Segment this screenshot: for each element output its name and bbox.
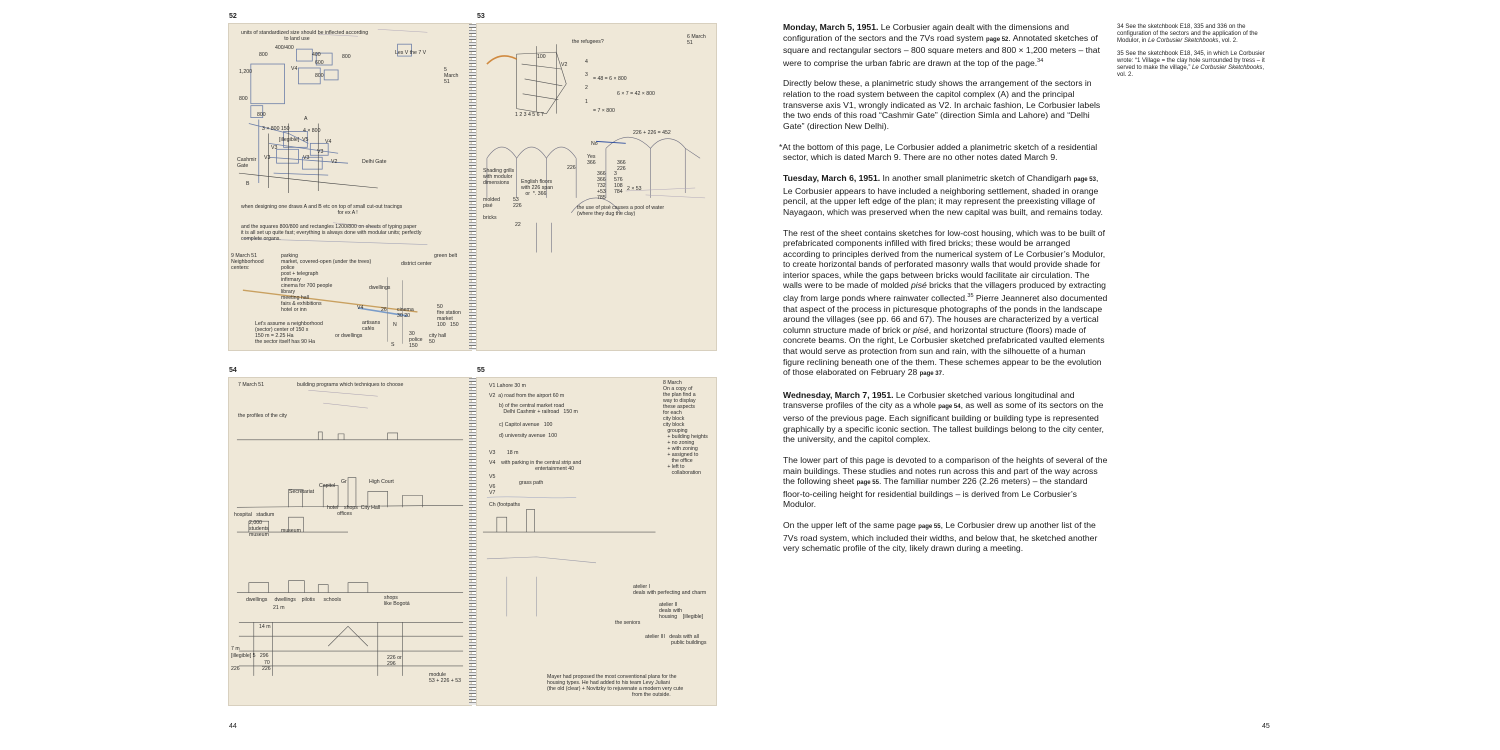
paragraph-text: Le Corbusier again dealt with the dimensions and configuration of the sectors and the 7Vs road system xyxy=(783,22,1069,43)
note: artisans cafés xyxy=(362,320,381,332)
note: shops like Bogotá xyxy=(384,595,410,607)
note: V3 xyxy=(317,149,324,155)
note: 366 226 xyxy=(617,160,626,172)
paragraph-text: , Le Corbusier drew up another list of the 7Vs road system, which included their widths, and below that, he sketched another very schematic profile of the city, likely drawn during a meeting. xyxy=(783,520,1098,554)
sketchbook-page-54 xyxy=(228,377,472,706)
note: V3 18 m xyxy=(489,450,519,456)
note: 14 m xyxy=(259,624,271,630)
note: city hall 50 xyxy=(429,333,447,345)
note: 366 366 732 +53 785 xyxy=(597,171,606,201)
note: 226 xyxy=(567,165,576,171)
note: 26 xyxy=(381,307,387,313)
note: 226 xyxy=(231,666,240,672)
footnote-text: , vol. 2. xyxy=(1117,65,1265,79)
note: Les V the 7 V xyxy=(395,50,427,56)
note: 226 or 296 xyxy=(387,655,402,667)
note: V1 Lahore 30 m xyxy=(489,383,526,389)
paragraph-text: Le Corbusier sketched various longitudinal and transverse profiles of the city as a whole xyxy=(783,389,1075,411)
note: V7 xyxy=(489,490,496,496)
note: A xyxy=(304,116,308,122)
note: dwellings xyxy=(369,285,391,291)
footnote-text: 35 See the sketchbook E18, 345, in which Le Corbusier wrote: “1 Village = the clay hole surrounded by tress – it served to make the village,” xyxy=(1117,50,1265,72)
note: 21 m xyxy=(273,605,285,611)
italic-term: pisé xyxy=(912,324,929,335)
footnote-title: Le Corbusier Sketchbooks xyxy=(1192,65,1263,72)
note: 53 226 xyxy=(513,197,522,209)
note: 1 2 3 4 5 6 7 xyxy=(515,112,544,118)
note: N xyxy=(393,322,397,328)
note: V2 xyxy=(561,62,568,68)
note: V6 xyxy=(489,484,496,490)
note: 4 xyxy=(585,59,588,65)
note: V4 xyxy=(291,66,298,72)
note: No xyxy=(591,141,598,147)
note: cinema 30 20 xyxy=(397,307,414,319)
note: 2 xyxy=(585,85,588,91)
note: green belt xyxy=(434,253,458,259)
note: hospital stadium xyxy=(234,512,275,518)
paragraph-text: , as well as some of its sectors on the verso of the previous page. Each significant building or building type is represented graphically by a specific iconic section. The tallest buildings belong to the city center, the university, and the capitol complex. xyxy=(783,400,1104,445)
note: Delhi Gate xyxy=(362,159,387,165)
footnote-35 xyxy=(1117,51,1267,80)
italic-term: pisé xyxy=(911,280,927,291)
page-reference: page 54 xyxy=(938,404,961,411)
note: V3 xyxy=(303,155,310,161)
note: c) Capitol avenue 100 xyxy=(499,422,553,428)
note: museum xyxy=(281,528,301,534)
page-number-54: 54 xyxy=(229,367,237,374)
note: 3 576 108 784 xyxy=(614,171,623,195)
note: Shading grills with modulor dimensions xyxy=(483,168,515,186)
note: the profiles of the city xyxy=(238,413,288,419)
note: atelier III deals with all public buildings xyxy=(645,634,707,646)
note: atelier II deals with housing [illegible] xyxy=(659,602,704,620)
note: 5 March 51 xyxy=(444,67,459,85)
sketchbook-page-55 xyxy=(476,377,717,706)
note: 9 March 51 Neighborhood centers: xyxy=(231,253,264,271)
page-number-55: 55 xyxy=(477,367,485,374)
note: Gr xyxy=(341,479,347,485)
note: V3 xyxy=(271,145,278,151)
note: 400 xyxy=(312,52,321,58)
paragraph-road-list xyxy=(783,520,1108,554)
note: 2 × 53 xyxy=(627,186,642,192)
note: 4 × 800 xyxy=(303,128,321,134)
note: 800 xyxy=(259,52,268,58)
note: grass path xyxy=(519,480,544,486)
note: S xyxy=(391,342,395,348)
paragraph-low-cost-housing xyxy=(783,228,1108,380)
page-reference: page 55 xyxy=(918,524,941,531)
note: 1 xyxy=(585,99,588,105)
note: [illegible] 5 296 xyxy=(231,653,269,659)
note: 8 March On a copy of the plan find a way to display these aspects for each city block city block grouping + building heights + no zoning + with zoning + assigned to the office + left to collaboration xyxy=(663,380,708,476)
note: dwellings dwellings pilotis schools xyxy=(246,597,342,603)
note: V2 a) road from the airport 60 m xyxy=(489,393,565,399)
footnote-text: , vol. 2. xyxy=(1218,38,1238,45)
note: and the squares 800/800 and rectangles 1200/800 on sheets of typing paper it is all set up quite fast; everything is always done with modular units; perfectly complete organs. xyxy=(241,224,422,242)
note: 6 March 51 xyxy=(687,34,706,46)
folio-right: 45 xyxy=(1262,723,1270,730)
paragraph-march-7 xyxy=(783,390,1108,445)
note: module 53 + 226 + 53 xyxy=(429,672,462,684)
note: 2,000 students museum xyxy=(249,520,269,538)
paragraph-text: , Le Corbusier appears to have included a neighboring settlement, shaded in orange pencil, at the upper left edge of the plan; it may represent the preexisting village of Nayagaon, which was preserved when the new capital was built, and remains today. xyxy=(783,172,1103,217)
note: b) of the central market road Delhi Cashmir + railroad 150 m xyxy=(499,403,578,415)
note: 800 xyxy=(342,54,351,60)
note: Mayer had proposed the most conventional plans for the housing types. He had added to his team Levy Juliani (the old (clear) + Novitzky to rejuvenate a modern very cute from the outside. xyxy=(547,674,684,698)
footnote-marker: 34 xyxy=(1037,57,1044,64)
page-reference: page 52 xyxy=(986,36,1009,43)
note: = 7 × 800 xyxy=(593,108,615,114)
paragraph-march-5 xyxy=(783,22,1108,68)
note: or dwellings xyxy=(335,333,363,339)
footnote-text: 34 See the sketchbook E18, 335 and 336 on the configuration of the sectors and the application of the Modulor, in xyxy=(1117,24,1258,45)
note: molded pisé xyxy=(483,197,501,209)
paragraph-text: , and horizontal structure (floors) made of concrete beams. On the right, Le Corbusier sketched prefabricated vaulted elements that would serve as protection from sun and rain, with the silhouette of a human figure reclining beneath one of the them. These schemes appear to be the evolution of those elaborated on February 28 xyxy=(783,324,1105,378)
sketchbook-page-52 xyxy=(228,23,472,351)
page-reference: page 37 xyxy=(919,371,942,378)
note: 6 × 7 = 42 × 800 xyxy=(617,91,655,97)
footnotes-column xyxy=(1117,24,1267,84)
page-number-53: 53 xyxy=(477,13,485,20)
note: d) university avenue 100 xyxy=(499,433,557,439)
note: V4 xyxy=(357,305,364,311)
note: 50 fire station market 100 150 xyxy=(437,304,461,328)
note: 226 xyxy=(262,666,271,672)
note: atelier I deals with perfecting and charm xyxy=(633,584,707,596)
folio-left: 44 xyxy=(229,723,237,730)
note: 22 xyxy=(515,222,521,228)
note: 7 m xyxy=(231,646,240,652)
note: bricks xyxy=(483,215,497,221)
note: 7 March 51 xyxy=(238,382,264,388)
page-reference: page 53 xyxy=(1073,176,1096,183)
date-heading: Wednesday, March 7, 1951. xyxy=(783,389,894,400)
sketchbook-page-53 xyxy=(476,23,717,351)
page-number-52: 52 xyxy=(229,13,237,20)
paragraph-march-9: *At the bottom of this page, Le Corbusier added a planimetric sketch of a residential sector, which is dated March 9. There are no other notes dated March 9. xyxy=(779,141,1098,163)
note: = 48 = 6 × 800 xyxy=(593,76,627,82)
paragraph-march-6 xyxy=(783,173,1108,217)
footnote-34 xyxy=(1117,24,1267,46)
paragraph-text: bricks that the villagers produced by extracting clay from large ponds where rainwater collected. xyxy=(783,280,1106,303)
body-text-column xyxy=(779,22,1108,564)
note: parking market, covered-open (under the trees) police post + telegraph infirmary cinema for 700 people library meeting hall fairs & exhibitions hotel or inn xyxy=(281,253,372,313)
note: the refugees? xyxy=(572,39,604,45)
note: V5 xyxy=(489,474,496,480)
paragraph-text: . xyxy=(942,367,945,378)
note: V4 xyxy=(325,139,332,145)
footnote-marker: 35 xyxy=(967,293,974,300)
paragraph-text: The lower part of this page is devoted to a comparison of the heights of several of the main buildings. These studies and notes run across this and part of the way across the following sheet xyxy=(783,455,1108,487)
note: B xyxy=(246,181,250,187)
note: the use of pisé causes a pool of water (where they dug the clay) xyxy=(577,205,665,217)
paragraph-text: Pierre Jeanneret also documented that aspect of the process in picturesque photographs of the ponds in the landscape around the villages (see pp. 66 and 67). The houses are characterized by a vertical column structure made of brick or xyxy=(783,292,1108,335)
date-heading: Monday, March 5, 1951. xyxy=(783,22,879,32)
paragraph-text: . Annotated sketches of square and rectangular sectors – 800 square meters and 800 × 1,200 meters – that were to comprise the urban fabric are drawn at the top of the page. xyxy=(783,32,1100,68)
note: 100 xyxy=(537,54,546,60)
note: 800 xyxy=(257,112,266,118)
note: 3 × 800 150 xyxy=(262,126,290,132)
note: [illegible] V5 xyxy=(279,137,309,143)
note: 800 xyxy=(315,73,324,79)
note: V4 with parking in the central strip and entertainment 40 xyxy=(489,460,582,472)
note: V3 xyxy=(264,155,271,161)
note: Cashmir Gate xyxy=(237,157,257,169)
note: Secretariat xyxy=(289,489,315,495)
note: English floors with 226 span or *. 366 xyxy=(521,179,554,197)
note: hotel shops City Hall offices xyxy=(327,505,381,517)
paragraph-text: On the upper left of the same page xyxy=(783,520,919,531)
paragraph-text: The rest of the sheet contains sketches for low-cost housing, which was to be built of prefabricated components infilled with fired bricks; these would be arranged according to principles derived from the numerical system of Le Corbusier’s Modulor, to create horizontal bands of perforated masonry walls that would provide shade for interior spaces, while the gaps between bricks would facilitate air circulation. The walls were to be made of molded xyxy=(783,227,1106,291)
note: 400/400 xyxy=(275,45,294,51)
note: 30 police 150 xyxy=(409,331,423,349)
note: 3 xyxy=(585,72,588,78)
note-units: units of standardized size should be inflected according to land use xyxy=(241,30,369,42)
note: the seniors xyxy=(615,620,641,626)
paragraph-planimetric: Directly below these, a planimetric study shows the arrangement of the sectors in relation to the road system between the capitol complex (A) and the principal transverse axis V1, wrongly indicated as V2. In archaic fashion, Le Corbusier labels the two ends of this road “Cashmir Gate” (direction Simla and Lahore) and “Delhi Gate” (direction New Delhi). xyxy=(783,78,1101,131)
paragraph-heights xyxy=(783,455,1108,510)
note: 70 xyxy=(264,660,270,666)
note: High Court xyxy=(369,479,394,485)
note: V2 xyxy=(331,159,338,165)
note: 1,200 xyxy=(239,69,252,75)
page-reference: page 55 xyxy=(856,480,879,487)
note: Ch (footpaths xyxy=(489,502,521,508)
note: 800 xyxy=(239,96,248,102)
note: Let's assume a neighborhood (sector) center of 150 x 150 m = 2.25 Ha the sector itself has 90 Ha xyxy=(255,321,323,345)
footnote-title: Le Corbusier Sketchbooks xyxy=(1148,38,1219,45)
paragraph-text: In another small planimetric sketch of Chandigarh xyxy=(880,172,1074,183)
note: Yes 366 xyxy=(587,154,596,166)
note: Capitol xyxy=(319,483,336,489)
note: district center xyxy=(401,261,432,267)
note: 600 xyxy=(315,60,324,66)
note: 226 + 226 = 452 xyxy=(633,130,671,136)
note: when designing one draws A and B etc on top of small cut-out tracings for ex A ! xyxy=(241,204,403,216)
note: building programs which techniques to choose xyxy=(297,382,404,388)
date-heading: Tuesday, March 6, 1951. xyxy=(783,172,881,183)
paragraph-text: . The familiar number 226 (2.26 meters) – the standard floor-to-ceiling height for residential buildings – is derived from Le Corbusier’s Modulor. xyxy=(783,476,1088,510)
